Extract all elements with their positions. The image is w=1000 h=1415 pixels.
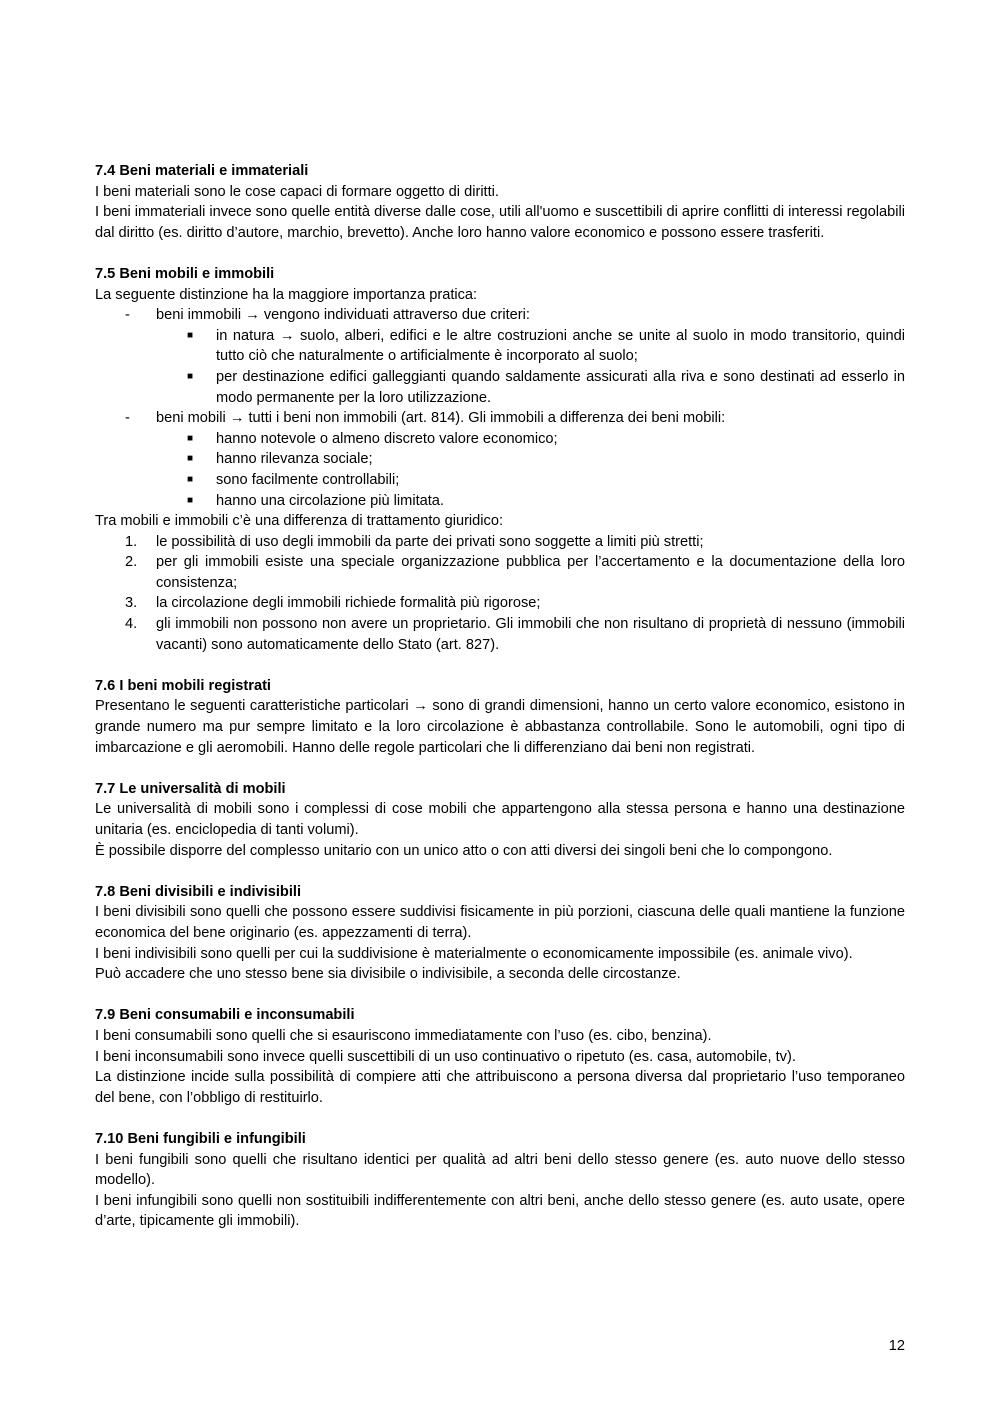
- list-item: [95, 449, 905, 470]
- dash-bullet: -: [125, 307, 130, 324]
- section-7-4: [95, 161, 905, 243]
- square-bullet-icon: ■: [187, 329, 194, 341]
- list-item-text: beni immobili → vengono individuati attraverso due criteri:: [156, 307, 530, 324]
- section-7-6: [95, 676, 905, 758]
- list-item-text: beni mobili → tutti i beni non immobili (art. 814). Gli immobili a differenza dei beni mobili:: [156, 410, 726, 427]
- list-item-text: gli immobili non possono non avere un proprietario. Gli immobili che non risultano di proprietà di nessuno (immobili vacanti) sono automaticamente dello Stato (art. 827).: [156, 616, 905, 653]
- list-item: [95, 367, 905, 408]
- paragraph: I beni consumabili sono quelli che si esauriscono immediatamente con l’uso (es. cibo, benzina).: [95, 1027, 712, 1044]
- paragraph: Può accadere che uno stesso bene sia divisibile o indivisibile, a seconda delle circostanze.: [95, 966, 681, 983]
- list-item-text: le possibilità di uso degli immobili da parte dei privati sono soggette a limiti più stretti;: [156, 533, 704, 550]
- paragraph: I beni divisibili sono quelli che possono essere suddivisi fisicamente in più porzioni, ciascuna delle quali mantiene la funzione economica del bene originario (es. appezzamenti di terra).: [95, 904, 905, 941]
- list-item: [95, 552, 905, 593]
- list-item-text: hanno una circolazione più limitata.: [216, 492, 444, 509]
- list-item: [95, 491, 905, 512]
- section-7-7: [95, 779, 905, 861]
- square-list: [156, 326, 905, 408]
- list-item-text: per gli immobili esiste una speciale organizzazione pubblica per l’accertamento e la documentazione della loro consistenza;: [156, 554, 905, 591]
- list-item: [95, 326, 905, 367]
- list-item-beni-mobili: [95, 408, 905, 511]
- paragraph: È possibile disporre del complesso unitario con un unico atto o con atti diversi dei singoli beni che lo compongono.: [95, 842, 833, 859]
- page-number: 12: [888, 1338, 905, 1354]
- square-bullet-icon: ■: [187, 453, 194, 465]
- section-heading: 7.6 I beni mobili registrati: [95, 677, 271, 694]
- list-item: [95, 470, 905, 491]
- list-item: [95, 429, 905, 450]
- section-7-10: [95, 1129, 905, 1232]
- list-number: 4.: [125, 616, 138, 633]
- list-item-beni-immobili: [95, 305, 905, 408]
- list-item-text: hanno rilevanza sociale;: [216, 451, 373, 468]
- square-bullet-icon: ■: [187, 473, 194, 485]
- list-item-text: sono facilmente controllabili;: [216, 471, 400, 488]
- square-list: [156, 429, 905, 511]
- square-bullet-icon: ■: [187, 494, 194, 506]
- section-heading: 7.5 Beni mobili e immobili: [95, 265, 275, 282]
- dash-bullet: -: [125, 410, 130, 427]
- paragraph: I beni fungibili sono quelli che risultano identici per qualità ad altri beni dello stesso genere (es. auto nuove dello stesso modello).: [95, 1151, 905, 1189]
- dash-list: [95, 305, 905, 511]
- paragraph: Tra mobili e immobili c’è una differenza di trattamento giuridico:: [95, 513, 503, 530]
- section-heading: 7.4 Beni materiali e immateriali: [95, 163, 309, 179]
- paragraph: Le universalità di mobili sono i complessi di cose mobili che appartengono alla stessa persona e hanno una destinazione unitaria (es. enciclopedia di tanti volumi).: [95, 801, 905, 838]
- section-7-5: [95, 264, 905, 655]
- paragraph: Presentano le seguenti caratteristiche particolari → sono di grandi dimensioni, hanno un certo valore economico, esistono in grande numero ma pur sempre limitato e la loro circolazione è abbastanza controllabile. Sono le automobili, ogni tipo di imbarcazione e gli aeromobili. Hanno delle regole particolari che li differenziano dai beni non registrati.: [95, 698, 905, 756]
- paragraph: La distinzione incide sulla possibilità di compiere atti che attribuiscono a persona diversa dal proprietario l’uso temporaneo del bene, con l’obbligo di restituirlo.: [95, 1069, 905, 1106]
- square-bullet-icon: ■: [187, 432, 194, 444]
- paragraph: I beni immateriali invece sono quelle entità diverse dalle cose, utili all'uomo e suscettibili di aprire conflitti di interessi regolabili dal diritto (es. diritto d’autore, marchio, brevetto). Anche loro hanno valore economico e possono essere trasferiti.: [95, 204, 905, 241]
- section-heading: 7.8 Beni divisibili e indivisibili: [95, 883, 301, 900]
- section-heading: 7.7 Le universalità di mobili: [95, 780, 286, 797]
- paragraph: I beni infungibili sono quelli non sostituibili indifferentemente con altri beni, anche dello stesso genere (es. auto usate, opere d’arte, tipicamente gli immobili).: [95, 1192, 905, 1230]
- list-number: 3.: [125, 595, 138, 612]
- paragraph: I beni inconsumabili sono invece quelli suscettibili di un uso continuativo o ripetuto (es. casa, automobile, tv).: [95, 1048, 796, 1065]
- paragraph: La seguente distinzione ha la maggiore importanza pratica:: [95, 286, 478, 303]
- list-item: [95, 593, 905, 614]
- section-7-8: [95, 882, 905, 985]
- section-7-9: [95, 1005, 905, 1108]
- list-item: [95, 614, 905, 655]
- square-bullet-icon: ■: [187, 370, 194, 382]
- list-item-text: in natura → suolo, alberi, edifici e le altre costruzioni anche se unite al suolo in modo transitorio, quindi tutto ciò che naturalmente o artificialmente è incorporato al suolo;: [216, 327, 905, 365]
- list-item-text: hanno notevole o almeno discreto valore economico;: [216, 430, 558, 447]
- paragraph: I beni materiali sono le cose capaci di formare oggetto di diritti.: [95, 183, 499, 200]
- section-heading: 7.9 Beni consumabili e inconsumabili: [95, 1007, 355, 1024]
- list-item: [95, 532, 905, 553]
- numbered-list: [95, 532, 905, 656]
- list-item-text: la circolazione degli immobili richiede formalità più rigorose;: [156, 595, 541, 612]
- list-item-text: per destinazione edifici galleggianti quando saldamente assicurati alla riva e sono destinati ad esserlo in modo permanente per la loro utilizzazione.: [216, 368, 905, 406]
- list-number: 1.: [125, 533, 138, 550]
- list-number: 2.: [125, 554, 138, 571]
- section-heading: 7.10 Beni fungibili e infungibili: [95, 1130, 306, 1147]
- paragraph: I beni indivisibili sono quelli per cui la suddivisione è materialmente o economicamente impossibile (es. animale vivo).: [95, 945, 853, 962]
